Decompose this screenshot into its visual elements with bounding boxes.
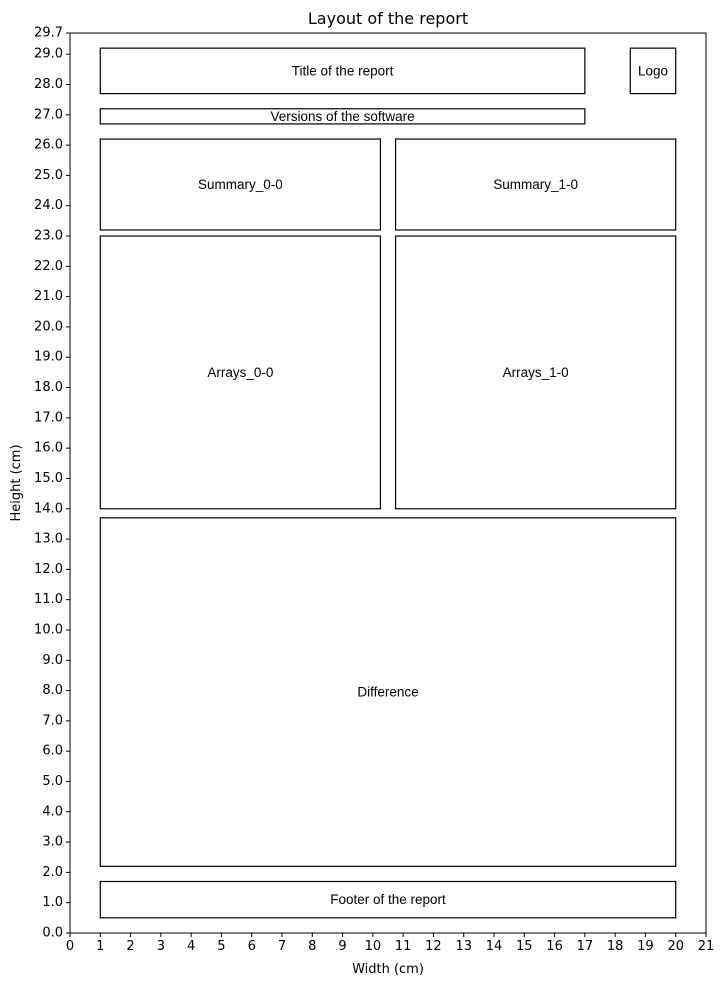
y-tick-label: 25.0	[34, 167, 63, 183]
layout-region	[100, 139, 380, 230]
region-label: Title of the report	[291, 63, 394, 79]
layout-region	[630, 48, 675, 93]
x-tick-label: 3	[156, 938, 165, 954]
y-tick-label: 1.0	[42, 895, 63, 911]
y-tick-label: 10.0	[34, 622, 63, 638]
y-tick-label: 29.0	[34, 46, 63, 62]
x-tick-label: 20	[667, 938, 684, 954]
y-tick-label: 0.0	[42, 925, 63, 941]
regions-layer	[100, 48, 675, 918]
region-label: Footer of the report	[330, 892, 446, 908]
layout-region	[100, 881, 675, 917]
x-tick-label: 18	[606, 938, 624, 954]
region-label: Versions of the software	[270, 108, 415, 124]
y-axis-title: Height (cm)	[9, 444, 24, 522]
x-tick-label: 15	[516, 938, 533, 954]
x-tick-label: 5	[217, 938, 226, 954]
chart-title: Layout of the report	[307, 9, 469, 28]
x-axis-title: Width (cm)	[352, 962, 424, 977]
y-tick-label: 3.0	[42, 834, 63, 850]
y-tick-label: 21.0	[34, 289, 63, 305]
x-tick-label: 13	[455, 938, 472, 954]
layout-region	[100, 109, 585, 124]
x-tick-label: 14	[485, 938, 503, 954]
region-label: Arrays_0-0	[207, 364, 274, 380]
region-label: Difference	[357, 684, 419, 700]
region-label: Summary_1-0	[493, 177, 579, 193]
y-tick-label: 12.0	[34, 561, 63, 577]
plot-frame	[70, 33, 706, 933]
x-tick-label: 12	[425, 938, 442, 954]
region-label: Logo	[637, 63, 669, 79]
x-tick-label: 19	[637, 938, 654, 954]
y-tick-label: 5.0	[42, 773, 63, 789]
y-tick-label: 16.0	[34, 440, 63, 456]
y-tick-label: 27.0	[34, 107, 63, 123]
layout-region	[100, 236, 380, 509]
layout-region	[396, 139, 676, 230]
x-tick-label: 8	[308, 938, 317, 954]
x-tick-label: 0	[65, 938, 75, 954]
x-tick-label: 9	[338, 938, 347, 954]
x-tick-label: 17	[576, 938, 594, 954]
x-tick-label: 4	[187, 938, 196, 954]
y-tick-label: 11.0	[34, 592, 63, 608]
y-tick-label: 6.0	[42, 743, 63, 759]
y-tick-label: 14.0	[34, 501, 63, 517]
y-tick-label: 2.0	[42, 864, 63, 880]
x-tick-label: 7	[277, 938, 287, 954]
layout-region	[396, 236, 676, 509]
y-tick-label: 18.0	[34, 380, 63, 396]
x-tick-label: 1	[96, 938, 105, 954]
y-tick-label: 8.0	[42, 683, 63, 699]
y-tick-label: 23.0	[34, 228, 63, 244]
y-tick-label: 4.0	[42, 804, 63, 820]
region-label: Arrays_1-0	[502, 364, 569, 380]
y-tick-label: 13.0	[34, 531, 63, 547]
y-axis	[34, 26, 70, 941]
y-tick-label: 26.0	[34, 137, 63, 153]
y-tick-label: 9.0	[42, 652, 63, 668]
y-tick-label: 28.0	[34, 77, 63, 93]
x-tick-label: 16	[546, 938, 563, 954]
layout-region	[100, 518, 675, 866]
y-tick-label: 15.0	[34, 470, 63, 486]
y-tick-label: 24.0	[34, 198, 63, 214]
y-tick-label: 19.0	[34, 349, 63, 365]
x-tick-label: 10	[364, 938, 382, 954]
y-tick-label: 17.0	[34, 410, 63, 426]
layout-region	[100, 48, 585, 93]
y-tick-label: 29.7	[34, 25, 63, 41]
x-axis	[66, 933, 714, 954]
x-tick-label: 11	[394, 938, 412, 954]
x-tick-label: 21	[697, 938, 715, 954]
y-tick-label: 20.0	[34, 319, 63, 335]
y-tick-label: 7.0	[42, 713, 63, 729]
y-tick-label: 22.0	[34, 258, 63, 274]
x-tick-label: 2	[126, 938, 135, 954]
x-tick-label: 6	[247, 938, 256, 954]
region-label: Summary_0-0	[197, 177, 283, 193]
